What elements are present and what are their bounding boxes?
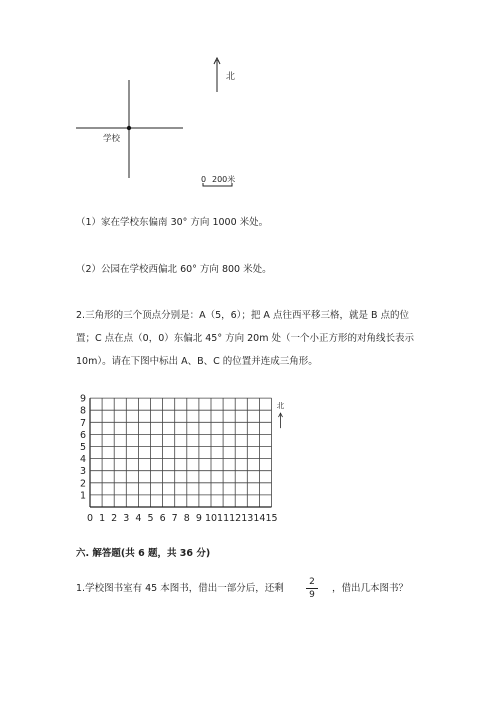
section-6-question-1-suffix: ，借出几本图书？ — [332, 583, 409, 594]
x-tick-label: 14 — [253, 513, 266, 524]
x-tick-label: 13 — [241, 513, 254, 524]
section-6-question-1-prefix: 1.学校图书室有 45 本图书，借出一部分后，还剩 — [76, 583, 284, 594]
x-tick-label: 3 — [123, 513, 130, 524]
question-1-2: （2）公园在学校西偏北 60° 方向 800 米处。 — [76, 264, 272, 275]
coordinate-grid — [0, 385, 500, 530]
y-tick-label: 2 — [79, 478, 86, 490]
x-tick-label: 4 — [135, 513, 142, 524]
y-tick-label: 3 — [79, 466, 86, 478]
y-tick-label: 5 — [79, 442, 86, 453]
fraction-bar — [306, 588, 318, 589]
y-tick-label: 8 — [79, 405, 86, 417]
x-tick-label: 2 — [111, 513, 118, 524]
x-tick-label: 10 — [204, 513, 218, 524]
x-tick-label: 5 — [147, 513, 154, 524]
fraction-numerator: 2 — [309, 577, 315, 587]
direction-map — [0, 0, 500, 200]
school-point — [127, 126, 131, 130]
x-tick-label: 11 — [217, 513, 230, 524]
fraction-two-ninths — [306, 577, 318, 600]
x-tick-label: 9 — [195, 513, 202, 524]
north-arrow-icon — [214, 58, 220, 92]
section-6-title: 六. 解答题(共 6 题，共 36 分) — [76, 548, 211, 559]
grid-north-label: 北 — [276, 401, 285, 411]
fraction-denominator: 9 — [309, 590, 315, 600]
x-tick-label: 1 — [99, 513, 106, 524]
y-tick-label: 4 — [79, 454, 86, 466]
y-tick-label: 6 — [79, 429, 86, 441]
x-tick-label: 12 — [229, 513, 242, 524]
question-2-line-2: 置；C 点在点（0，0）东偏北 45° 方向 20m 处（一个小正方形的对角线长表示 — [76, 333, 415, 344]
map-north-label: 北 — [226, 72, 236, 82]
y-tick-label: 1 — [79, 490, 86, 502]
y-tick-label: 7 — [79, 417, 86, 429]
question-1-1: （1）家在学校东偏南 30° 方向 1000 米处。 — [76, 217, 269, 228]
x-tick-label: 15 — [265, 513, 278, 524]
x-tick-label: 6 — [159, 513, 166, 524]
scale-label: 200米 — [212, 175, 236, 184]
x-tick-label: 8 — [183, 513, 190, 524]
x-tick-label: 0 — [86, 513, 94, 524]
scale-zero: 0 — [201, 175, 207, 184]
question-2-line-1: 2.三角形的三个顶点分别是：A（5，6）；把 A 点往西平移三格，就是 B 点的位 — [76, 310, 409, 321]
map-school-label: 学校 — [103, 134, 121, 144]
y-tick-label: 9 — [79, 393, 86, 405]
question-2-line-3: 10m）。请在下图中标出 A、B、C 的位置并连成三角形。 — [76, 356, 318, 367]
x-tick-label: 7 — [171, 513, 178, 524]
